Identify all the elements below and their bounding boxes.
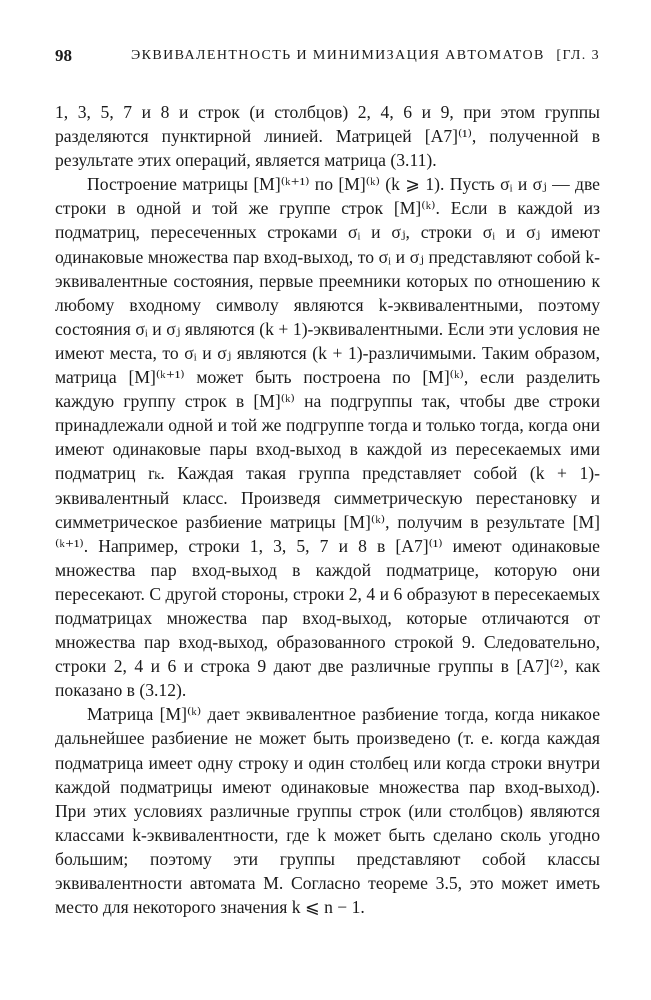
book-page xyxy=(55,44,600,919)
page-header xyxy=(55,44,600,74)
page-number: 98 xyxy=(55,46,72,65)
paragraph-3: Матрица [M]⁽ᵏ⁾ дает эквивалентное разбиение тогда, когда никакое дальнейшее разбиение не может быть произведено (т. е. когда каждая подматрица имеет одну строку и один столбец или когда строки внутри каждой подматрицы имеют одинаковые множества пар вход-выход). При этих условиях различные группы строк (или столбцов) являются классами k-эквивалентности, где k может быть сделано сколь угодно большим; поэтому эти группы представляют собой классы эквивалентности автомата M. Согласно теореме 3.5, это может иметь место для некоторого значения k ⩽ n − 1. xyxy=(55,704,600,918)
running-title: ЭКВИВАЛЕНТНОСТЬ И МИНИМИЗАЦИЯ АВТОМАТОВ xyxy=(131,48,545,63)
paragraph-2: Построение матрицы [M]⁽ᵏ⁺¹⁾ по [M]⁽ᵏ⁾ (k ⩾ 1). Пусть σᵢ и σⱼ — две строки в одной и той же группе строк [M]⁽ᵏ⁾. Если в каждой из подматриц, пересеченных строками σᵢ и σⱼ, строки σᵢ и σⱼ имеют одинаковые множества пар вход-выход, то σᵢ и σⱼ представляют собой k-эквивалентные состояния, первые преемники которых по отношению к любому входному символу являются k-эквивалентными, поэтому состояния σᵢ и σⱼ являются (k + 1)-эквивалентными. Если эти условия не имеют места, то σᵢ и σⱼ являются (k + 1)-различимыми. Таким образом, матрица [M]⁽ᵏ⁺¹⁾ может быть построена по [M]⁽ᵏ⁾, если разделить каждую группу строк в [M]⁽ᵏ⁾ на подгруппы так, чтобы две строки принадлежали одной и той же подгруппе тогда и только тогда, когда они имеют одинаковые пары вход-выход в каждой из пересекаемых ими подматриц rₖ. Каждая такая группа представляет собой (k + 1)-эквивалентный класс. Произведя симметрическую перестановку и симметрическое разбиение матрицы [M]⁽ᵏ⁾, получим в результате [M]⁽ᵏ⁺¹⁾. Например, строки 1, 3, 5, 7 и 8 в [A7]⁽¹⁾ имеют одинаковые множества пар вход-выход в каждой подматрице, которую они пересекают. С другой стороны, строки 2, 4 и 6 образуют в пересекаемых подматрицах множества пар вход-выход, которые отличаются от множества пар вход-выход, образованного строкой 9. Следовательно, строки 2, 4 и 6 и строка 9 дают две различные группы в [A7]⁽²⁾, как показано в (3.12). xyxy=(55,174,600,701)
chapter-label: [ГЛ. 3 xyxy=(556,48,600,63)
paragraph-1: 1, 3, 5, 7 и 8 и строк (и столбцов) 2, 4, 6 и 9, при этом группы разделяются пунктирной линией. Матрицей [A7]⁽¹⁾, полученной в результате этих операций, является матрица (3.11). xyxy=(55,102,600,171)
body-text xyxy=(55,100,600,919)
